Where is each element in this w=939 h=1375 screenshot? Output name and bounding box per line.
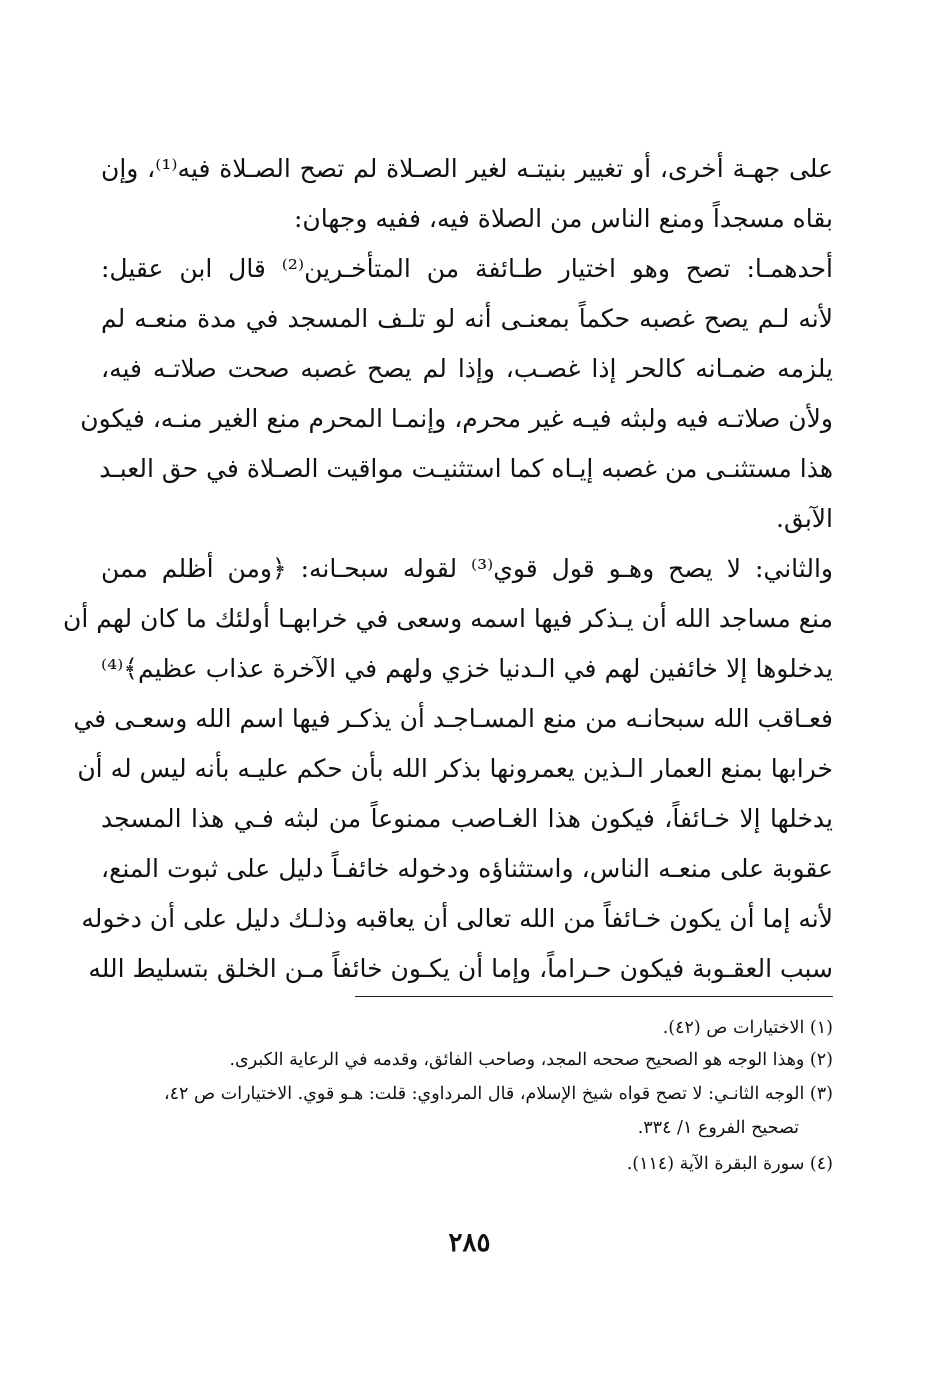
body-line-3: أحدهمـا: تصح وهو اختيار طـائفة من المتأخـرين⁽²⁾ قال ابن عقيل: [101,254,833,283]
body-line-15: عقوبة على منعـه الناس، واستثناؤه ودخوله خائفـاً دليل على ثبوت المنع، [101,854,833,883]
footnote-2: (٢) وهذا الوجه هو الصحيح صححه المجد، وصاحب الفائق، وقدمه في الرعاية الكبرى. [229,1050,833,1070]
body-line-12: فعـاقب الله سبحانـه من منع المسـاجـد أن يذكـر فيها اسم الله وسعـى في [73,704,833,733]
body-line-1: على جهـة أخرى، أو تغيير بنيتـه لغير الصـلاة لم تصح الصـلاة فيه⁽¹⁾، وإن [101,154,833,183]
body-line-6: ولأن صلاتـه فيه ولبثه فيـه غير محرم، وإنمـا المحرم منع الغير منـه، فيكون [80,404,833,433]
page-number: ٢٨٥ [448,1228,491,1258]
footnote-3: (٣) الوجه الثانـي: لا تصح قواه شيخ الإسلام، قال المرداوي: قلت: هـو قوي. الاختيارات ص ٤٢، [163,1084,833,1104]
body-line-5: يلزمه ضمـانه كالحر إذا غصـب، وإذا لم يصح غصبه صحت صلاتـه فيه، [101,354,833,383]
body-line-2: بقاه مسجداً ومنع الناس من الصلاة فيه، ففيه وجهان: [294,204,833,233]
body-line-13: خرابها بمنع العمار الـذين يعمرونها بذكر الله بأن حكم عليـه بأنه ليس له أن [77,754,833,783]
body-line-16: لأنه إما أن يكون خـائفاً من الله تعالى أن يعاقبه وذلـك دليل على أن دخوله [81,904,833,933]
body-line-9: والثاني: لا يصح وهـو قول قوي⁽³⁾ لقوله سبحـانه: ﴿ومن أظلم ممن [101,554,833,583]
body-line-11: يدخلوها إلا خائفين لهم في الـدنيا خزي ولهم في الآخرة عذاب عظيم﴾⁽⁴⁾ [101,654,833,683]
body-line-14: يدخلها إلا خـائفاً، فيكون هذا الغـاصب ممنوعاً من لبثه فـي هذا المسجد [101,804,833,833]
body-line-7: هذا مستثنـى من غصبه إيـاه كما استثنيـت مواقيت الصـلاة في حق العبـد [99,454,833,483]
body-line-17: سبب العقـوبة فيكون حـراماً، وإما أن يكـون خائفاً مـن الخلق بتسليط الله [88,954,833,983]
footnote-3-continuation: تصحيح الفروع ١/ ٣٣٤. [637,1118,799,1138]
footnote-divider [355,996,833,997]
body-line-10: منع مساجد الله أن يـذكر فيها اسمه وسعى في خرابهـا أولئك ما كان لهم أن [63,604,833,633]
body-line-8: الآبق. [776,504,833,533]
footnote-1: (١) الاختيارات ص (٤٢). [662,1018,833,1038]
footnote-4: (٤) سورة البقرة الآية (١١٤). [626,1154,833,1174]
body-line-4: لأنه لـم يصح غصبه حكماً بمعنـى أنه لو تلـف المسجد في مدة منعـه لم [101,304,833,333]
